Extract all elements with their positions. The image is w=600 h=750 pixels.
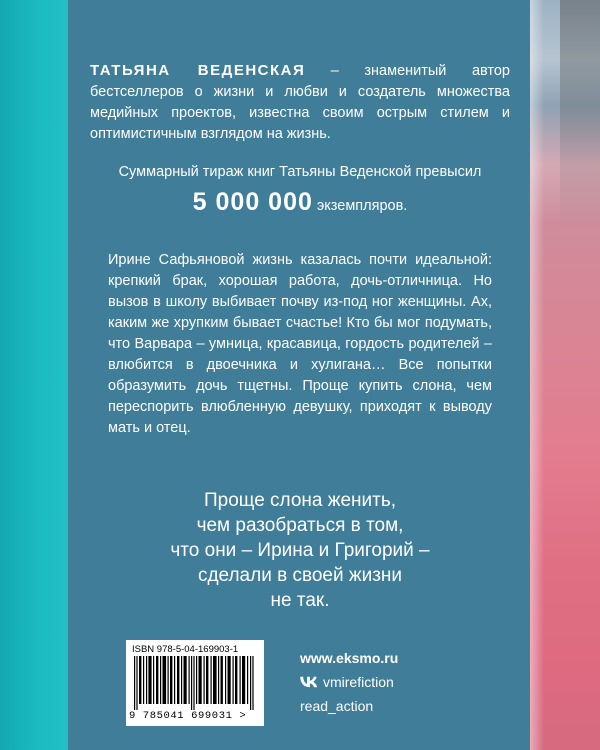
author-bio-text: – знаменитый автор бестселлеров о жизни и любви и создатель множества медийных проектов, известна своим острым стилем и оптимистичным взглядом на жизнь. bbox=[90, 63, 510, 142]
vk-link[interactable] bbox=[300, 670, 398, 694]
tagline-quote bbox=[120, 488, 480, 613]
quote-line: что они – Ирина и Григорий – bbox=[170, 540, 430, 561]
read-action-handle[interactable]: read_action bbox=[300, 698, 374, 714]
author-name: ТАТЬЯНА ВЕДЕНСКАЯ bbox=[90, 62, 306, 79]
author-bio bbox=[90, 60, 510, 145]
circulation-line: Суммарный тираж книг Татьяны Веденской превысил bbox=[118, 164, 482, 180]
ean-number: 9 785041 699031 > bbox=[129, 710, 247, 722]
annotation-text: Ирине Сафьяновой жизнь казалась почти идеальной: крепкий брак, хорошая работа, дочь-отличница. Но вызов в школу выбивает почву из-под ног женщины. Ах, каким же хрупким бывает счастье! Кто бы мог подумать, что Варвара – умница, красавица, гордость родителей – влюбится в двоечника и хулигана… Все попытки образумить дочь тщетны. Проще купить слона, чем переспорить влюбленную девушку, приходят к выводу мать и отец. bbox=[108, 252, 492, 436]
circulation-number: 5 000 000 bbox=[192, 188, 313, 216]
quote-line: Проще слона женить, bbox=[203, 490, 397, 511]
quote-line: не так. bbox=[270, 590, 330, 611]
right-cover-edge bbox=[530, 0, 600, 750]
circulation-figure bbox=[90, 188, 510, 217]
left-spine-strip bbox=[0, 0, 68, 750]
barcode-box bbox=[126, 640, 264, 726]
book-annotation bbox=[108, 250, 492, 439]
site-link[interactable] bbox=[300, 646, 398, 670]
circulation-unit: экземпляров. bbox=[316, 198, 408, 214]
vk-icon bbox=[300, 676, 318, 688]
site-url[interactable]: www.eksmo.ru bbox=[300, 650, 399, 666]
vk-handle[interactable]: vmirefiction bbox=[323, 674, 394, 690]
publisher-links bbox=[300, 646, 398, 718]
quote-line: чем разобраться в том, bbox=[196, 515, 404, 536]
quote-line: сделали в своей жизни bbox=[197, 565, 403, 586]
isbn-label: ISBN 978-5-04-169903-1 bbox=[132, 644, 239, 655]
read-action-link[interactable] bbox=[300, 694, 398, 718]
barcode-bars bbox=[134, 656, 256, 710]
